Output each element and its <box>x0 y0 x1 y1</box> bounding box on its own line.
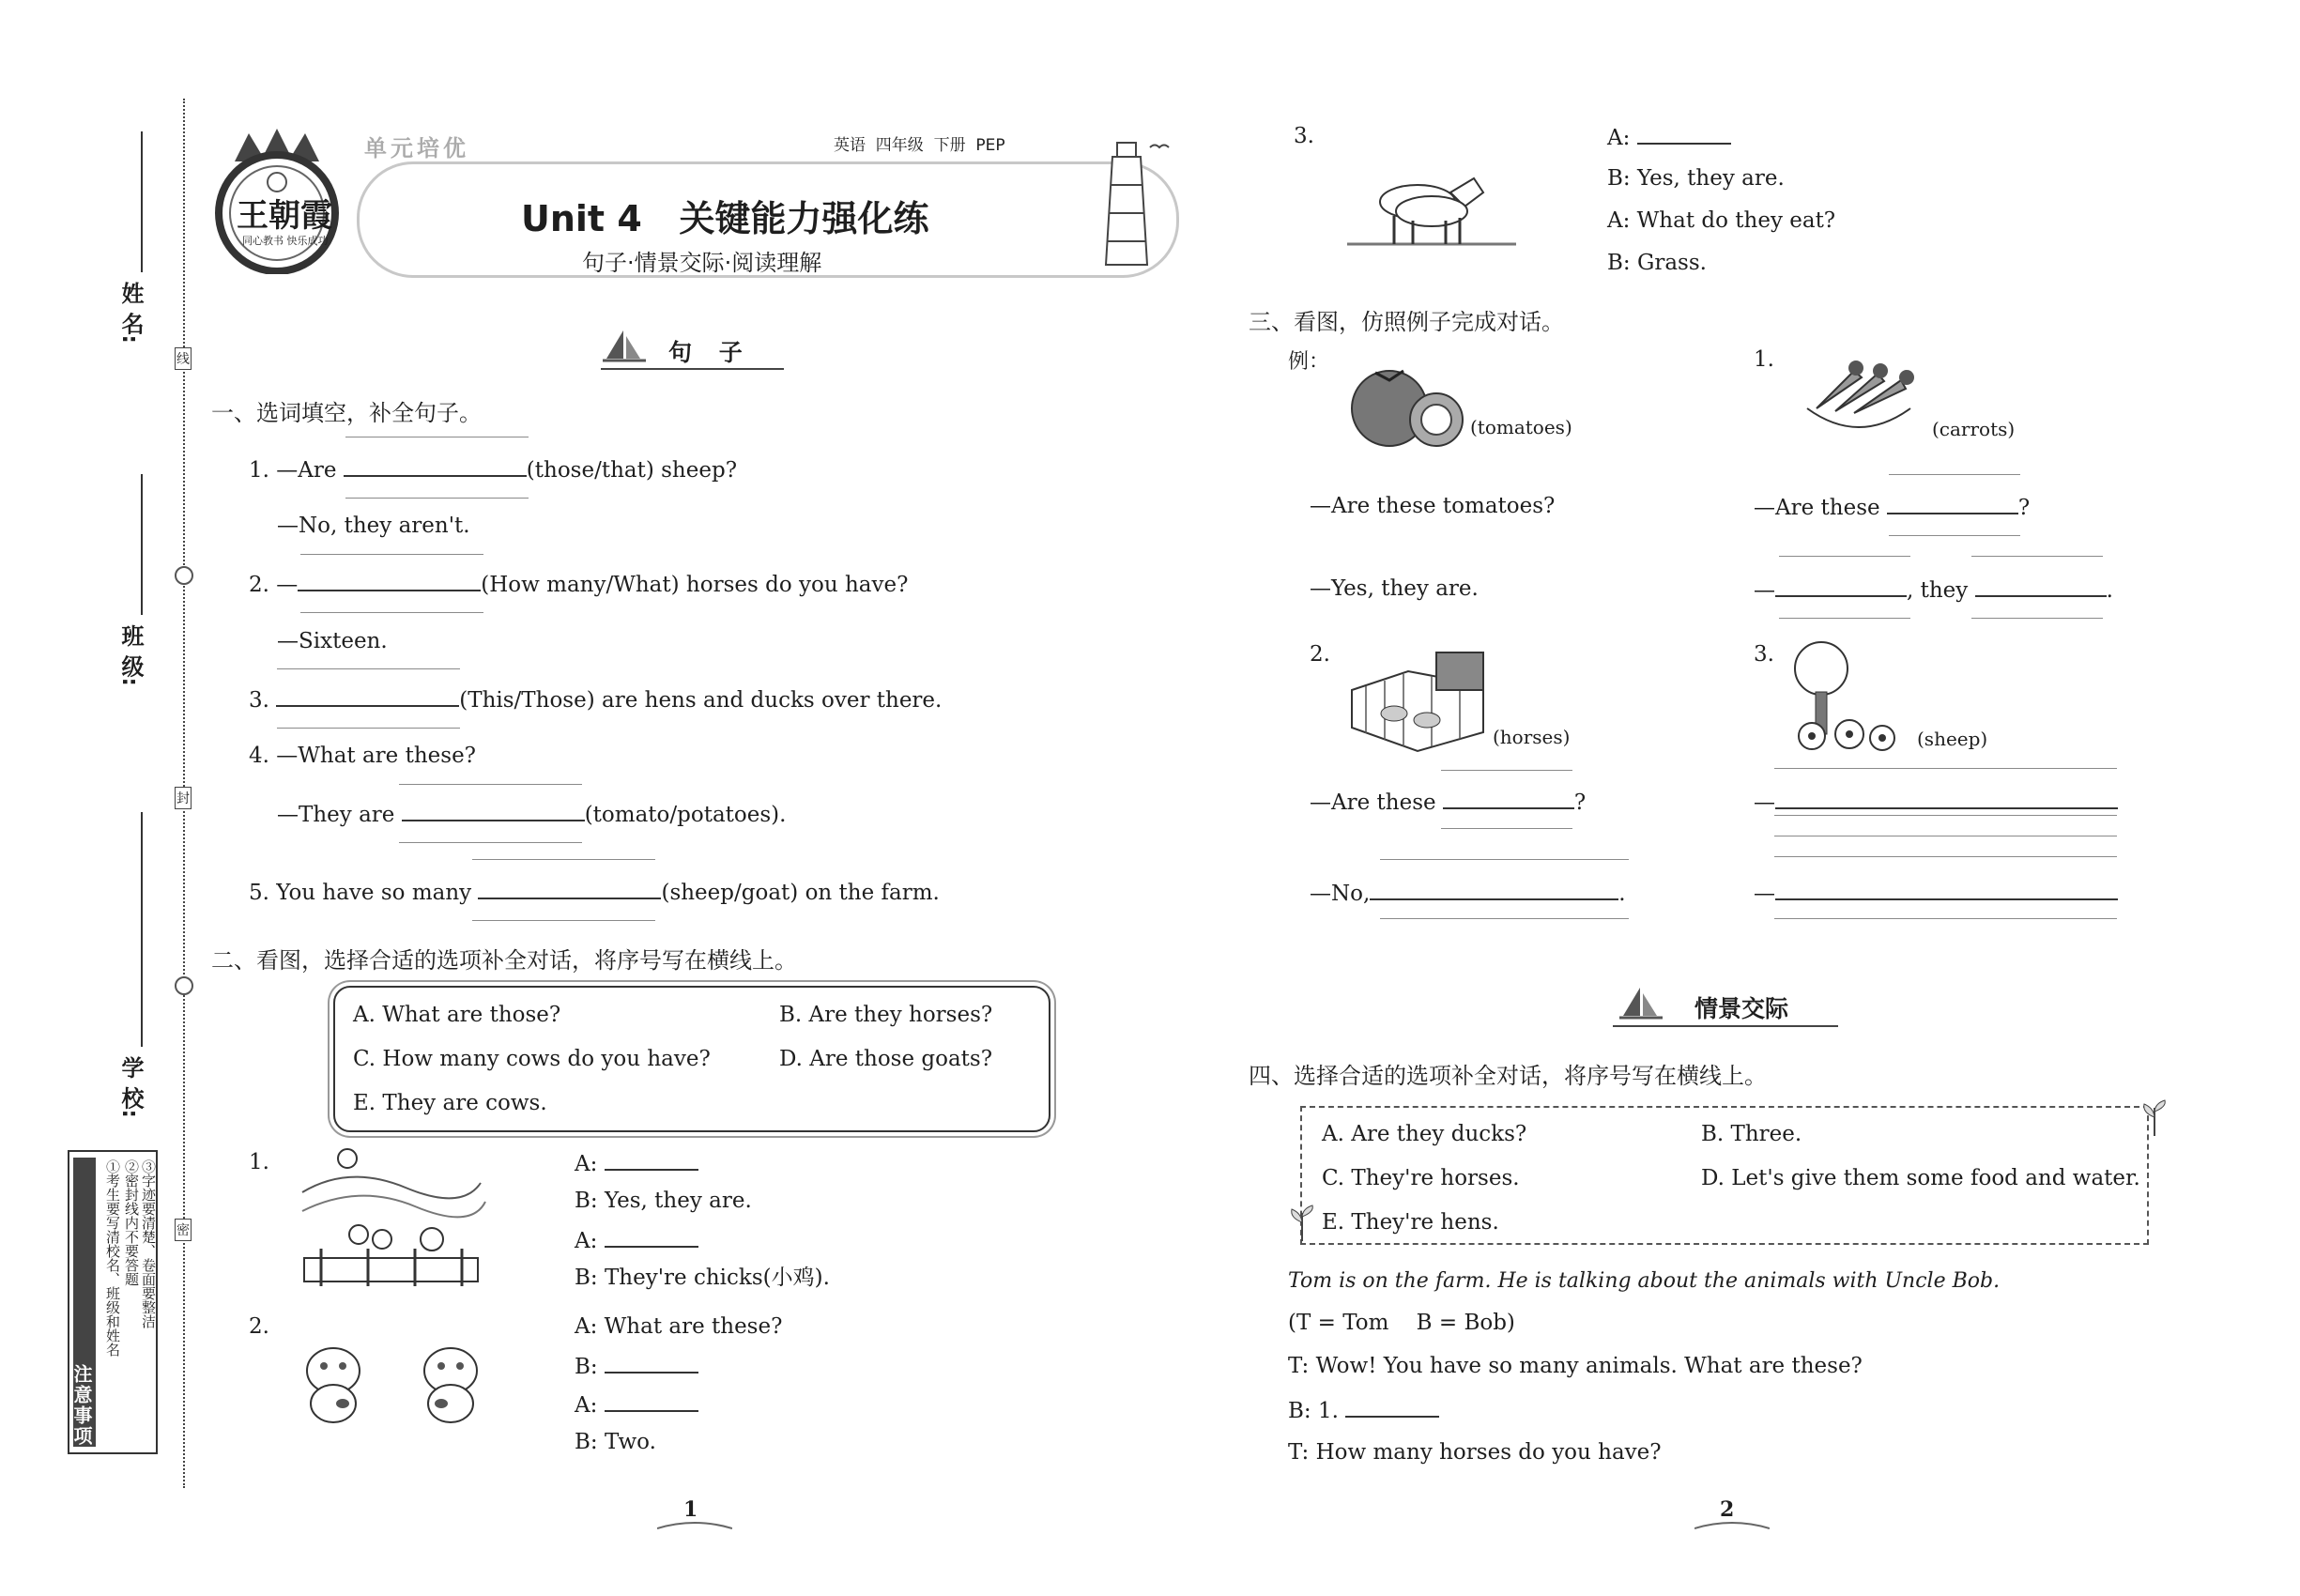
guide-line <box>1774 856 2117 857</box>
p2-q2-l2-text: B: <box>575 1355 598 1379</box>
p4-line1: T: Wow! You have so many animals. What are these? <box>1288 1354 1863 1378</box>
brand-name: 王朝霞 <box>237 197 332 235</box>
p3-q3-blank-a[interactable] <box>1775 878 2118 900</box>
p1-item5-hint: (sheep/goat) on the farm. <box>661 881 940 905</box>
page-ornament-icon <box>657 1521 732 1532</box>
p2-q3-num: 3. <box>1294 124 1314 148</box>
p1-item2-pre: 2. — <box>249 573 299 597</box>
guide-line <box>300 612 483 613</box>
p4-option-b: B. Three. <box>1701 1122 1802 1146</box>
p4-line2 <box>1288 1395 1439 1425</box>
p3-q1-num: 1. <box>1754 347 1774 372</box>
p1-item1-hint: (those/that) sheep? <box>526 458 738 483</box>
guide-line <box>1971 556 2103 557</box>
p1-item3 <box>249 684 942 714</box>
p1-item2 <box>249 569 908 599</box>
p3-q2-a-start: —No, <box>1310 882 1371 906</box>
p2-q1-line3 <box>575 1225 698 1255</box>
p3-q3-answer <box>1754 878 2118 908</box>
p2-q1-line1 <box>575 1148 698 1178</box>
guide-line <box>1441 828 1572 829</box>
class-line[interactable] <box>141 474 143 615</box>
school-line[interactable] <box>141 812 143 1047</box>
guide-line <box>277 728 460 729</box>
seal-circle-icon-2 <box>175 976 193 995</box>
p2-q1-blank1[interactable] <box>605 1148 698 1171</box>
p1-item4-hint: (tomato/potatoes). <box>584 803 787 827</box>
p2-q3-line3: A: What do they eat? <box>1607 208 1836 233</box>
guide-line <box>1971 618 2103 619</box>
p2-q1-blank2[interactable] <box>605 1225 698 1248</box>
p3-q1-a-end: . <box>2106 578 2113 603</box>
p2-q2-num: 2. <box>249 1314 269 1339</box>
header <box>207 113 1183 282</box>
p3-q2-word: (horses) <box>1493 726 1571 748</box>
guide-line <box>300 554 483 555</box>
guide-line <box>1380 918 1629 919</box>
p3-q1-blank-a1[interactable] <box>1775 575 1907 597</box>
p2-q1-l3-text: A: <box>575 1229 598 1253</box>
p3-q1-answer <box>1754 575 2113 605</box>
p2-q3-line1 <box>1607 122 1731 152</box>
p3-q1-question <box>1754 492 2030 522</box>
p3-q2-num: 2. <box>1310 642 1330 667</box>
p1-blank5[interactable] <box>478 877 661 899</box>
page-ornament-icon-2 <box>1694 1521 1770 1532</box>
section-sentences: 句 子 <box>668 339 752 366</box>
p3-example-label: 例： <box>1288 350 1330 374</box>
p4-key: (T = Tom B = Bob) <box>1288 1311 1515 1335</box>
p3-q1-a-start: — <box>1754 578 1775 603</box>
horses-pen-image <box>1342 643 1493 756</box>
p1-item5-pre: 5. You have so many <box>249 881 472 905</box>
p1-blank4[interactable] <box>402 799 585 821</box>
p2-q2-line3 <box>575 1389 698 1420</box>
page-number-left: 1 <box>683 1497 698 1522</box>
part1-instruction: 一、选词填空，补全句子。 <box>211 400 482 426</box>
p1-blank3[interactable] <box>276 684 459 707</box>
p1-item3-pre: 3. <box>249 688 269 713</box>
p3-q3-word: (sheep) <box>1917 728 1988 750</box>
seal-char-2: 封 <box>175 787 192 809</box>
p1-item5 <box>249 877 940 907</box>
binding-strip <box>0 0 188 1596</box>
name-line[interactable] <box>141 131 143 272</box>
p2-q2-line1: A: What are these? <box>575 1314 783 1339</box>
p1-item4-pre: —They are <box>277 803 395 827</box>
p3-q1-blank-q[interactable] <box>1887 492 2018 514</box>
p3-q3-blank-q[interactable] <box>1775 787 2118 809</box>
guide-line <box>472 920 655 921</box>
p2-q1-l1-text: A: <box>575 1152 598 1176</box>
sailboat-icon <box>603 329 646 366</box>
p4-line2-text: B: 1. <box>1288 1399 1339 1423</box>
p2-q1-line2: B: Yes, they are. <box>575 1189 752 1213</box>
guide-line <box>1774 768 2117 769</box>
p2-option-c: C. How many cows do you have? <box>353 1047 711 1071</box>
page-number-right: 2 <box>1720 1497 1735 1522</box>
goats-image <box>1342 160 1521 253</box>
guide-line <box>399 842 582 843</box>
guide-line <box>345 498 529 499</box>
p2-q2-blank1[interactable] <box>605 1351 698 1373</box>
p2-q1-line4: B: They're chicks(小鸡). <box>575 1266 830 1290</box>
p3-example-answer: —Yes, they are. <box>1310 576 1479 601</box>
name-label: 姓 名: <box>117 282 144 344</box>
p3-q3-num: 3. <box>1754 642 1774 667</box>
p2-option-d: D. Are those goats? <box>779 1047 993 1071</box>
p2-option-a: A. What are those? <box>353 1003 561 1027</box>
guide-line <box>1889 474 2020 475</box>
p1-item4-answer <box>277 799 786 829</box>
brand-sub: 同心教书 快乐成功 <box>242 235 329 247</box>
chicks-farm-image <box>293 1145 490 1296</box>
seal-circle-icon <box>175 566 193 585</box>
p1-item2-hint: (How many/What) horses do you have? <box>481 573 909 597</box>
section-situational: 情景交际 <box>1694 995 1789 1022</box>
guide-line <box>277 668 460 669</box>
p2-option-b: B. Are they horses? <box>779 1003 993 1027</box>
p1-item2-answer: —Sixteen. <box>277 629 388 653</box>
guide-line <box>1889 535 2020 536</box>
p3-q2-q-text: —Are these <box>1310 790 1436 815</box>
p4-blank1[interactable] <box>1345 1395 1439 1418</box>
carrots-image <box>1788 357 1929 446</box>
guide-line <box>399 784 582 785</box>
p3-q3-a-start: — <box>1754 882 1775 906</box>
p1-blank1[interactable] <box>344 454 527 477</box>
p3-q2-answer <box>1310 878 1626 908</box>
section-underline <box>601 368 784 370</box>
guide-line <box>1774 918 2117 919</box>
p2-q3-blank1[interactable] <box>1637 122 1731 145</box>
note-1: ①考生要写清校名、班级和姓名 <box>104 1159 121 1357</box>
p1-item1 <box>249 454 737 484</box>
p3-example-word: (tomatoes) <box>1470 416 1572 438</box>
p4-option-e: E. They're hens. <box>1322 1210 1499 1235</box>
grade-meta: 英语 四年级 下册 PEP <box>834 136 1005 155</box>
p2-q3-line2: B: Yes, they are. <box>1607 166 1785 191</box>
p3-q3-q-text: — <box>1754 790 1775 815</box>
p3-q2-blank-q[interactable] <box>1443 787 1574 809</box>
p2-q2-line2 <box>575 1351 698 1381</box>
p1-item1-answer: —No, they aren't. <box>277 514 470 538</box>
p4-line3: T: How many horses do you have? <box>1288 1440 1662 1465</box>
p1-item4: 4. —What are these? <box>249 744 477 768</box>
guide-line <box>1779 556 1910 557</box>
p2-q1-num: 1. <box>249 1150 269 1174</box>
leaf-icon <box>1288 1204 1316 1241</box>
p2-q3-line4: B: Grass. <box>1607 251 1707 275</box>
lighthouse-icon <box>1080 133 1173 274</box>
tomatoes-image <box>1347 361 1469 451</box>
notes-title: 注意事项 <box>73 1158 96 1447</box>
p1-item3-hint: (This/Those) are hens and ducks over there. <box>459 688 943 713</box>
p3-q2-a-end: . <box>1618 882 1626 906</box>
p3-q2-question <box>1310 787 1586 817</box>
section-underline-2 <box>1613 1025 1838 1027</box>
note-2: ②密封线内不要答题 <box>123 1159 140 1286</box>
guide-line <box>1441 770 1572 771</box>
p3-q3-question <box>1754 787 2118 817</box>
guide-line <box>1774 815 2117 816</box>
p3-q2-q-end: ? <box>1573 790 1587 815</box>
p4-option-d: D. Let's give them some food and water. <box>1701 1166 2140 1190</box>
note-3: ③字迹要清楚、卷面要整洁 <box>140 1159 157 1328</box>
guide-line <box>1380 859 1629 860</box>
part4-instruction: 四、选择合适的选项补全对话，将序号写在横线上。 <box>1249 1063 1767 1089</box>
unit-subtitle: 句子·情景交际·阅读理解 <box>582 250 822 276</box>
cows-image <box>286 1338 521 1432</box>
p1-item1-pre: 1. —Are <box>249 458 337 483</box>
school-label: 学 校: <box>117 1056 144 1118</box>
p2-q2-l3-text: A: <box>575 1393 598 1418</box>
p1-blank2[interactable] <box>298 569 481 591</box>
leaf-icon-2 <box>2140 1098 2169 1136</box>
p3-q1-q-text: —Are these <box>1754 496 1880 520</box>
p2-q2-line4: B: Two. <box>575 1430 656 1454</box>
p2-option-e: E. They are cows. <box>353 1091 547 1115</box>
p3-q1-word: (carrots) <box>1932 418 2016 440</box>
p3-q2-blank-a[interactable] <box>1370 878 1618 900</box>
p4-option-a: A. Are they ducks? <box>1322 1122 1527 1146</box>
p4-option-c: C. They're horses. <box>1322 1166 1520 1190</box>
p3-example-question: —Are these tomatoes? <box>1310 494 1556 518</box>
part2-instruction: 二、看图，选择合适的选项补全对话，将序号写在横线上。 <box>211 947 797 974</box>
class-label: 班 级: <box>117 624 144 686</box>
p2-q3-l1-text: A: <box>1607 126 1631 150</box>
sailboat-icon-2 <box>1619 986 1663 1023</box>
seal-char-3: 密 <box>175 1219 192 1241</box>
sheep-tree-image <box>1784 640 1915 758</box>
guide-line <box>1779 618 1910 619</box>
notes-box <box>68 1150 158 1454</box>
series-label: 单元培优 <box>364 135 469 161</box>
p3-q1-blank-a2[interactable] <box>1975 575 2107 597</box>
p2-q2-blank2[interactable] <box>605 1389 698 1412</box>
p3-q1-a-mid: , they <box>1907 578 1969 603</box>
guide-line <box>472 859 655 860</box>
unit-title: Unit 4 关键能力强化练 <box>521 198 929 239</box>
p3-q1-q-end: ? <box>2017 496 2031 520</box>
part3-instruction: 三、看图，仿照例子完成对话。 <box>1249 309 1564 335</box>
seal-char-1: 线 <box>175 347 192 370</box>
p4-context: Tom is on the farm. He is talking about the animals with Uncle Bob. <box>1288 1269 2001 1293</box>
